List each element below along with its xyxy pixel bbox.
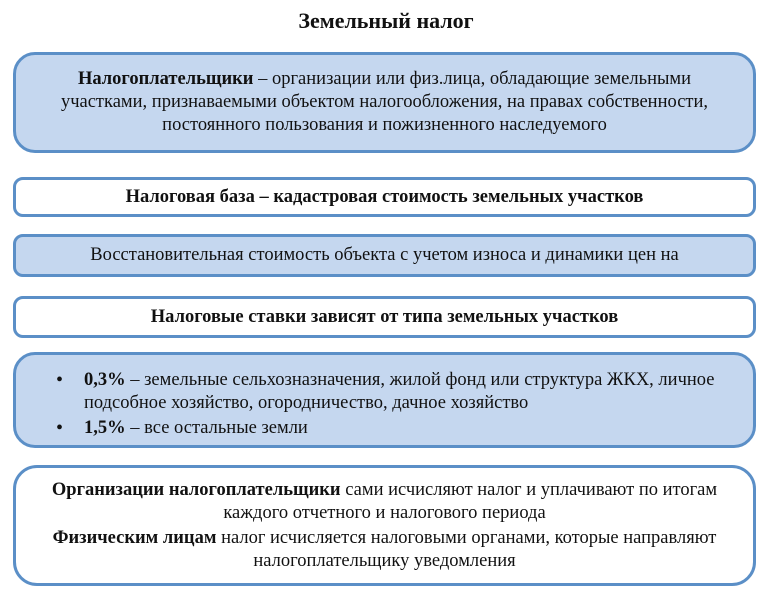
page-title: Земельный налог — [298, 8, 474, 33]
organizations-text: сами исчисляют налог и уплачивают по итогам каждого отчетного и налогового периода — [223, 479, 718, 523]
rates-header-text: Налоговые ставки зависят от типа земельных участков — [150, 306, 619, 327]
payment-box — [13, 465, 756, 586]
rate-description: – все остальные земли — [125, 418, 308, 438]
individuals-term: Физическим лицам — [52, 527, 217, 548]
individuals-text: налог исчисляется налоговыми органами, которые направляют налогоплательщику уведомления — [216, 527, 717, 571]
restoration-text: Восстановительная стоимость объекта с учетом износа и динамики цен на — [90, 245, 679, 265]
rate-item — [84, 369, 733, 415]
rate-value: 1,5% — [84, 418, 126, 438]
taxpayers-box — [13, 52, 756, 153]
organizations-paragraph — [46, 479, 723, 525]
rates-list — [56, 369, 733, 440]
rates-box — [13, 352, 756, 448]
rate-value: 0,3% — [84, 370, 126, 390]
rate-item — [84, 417, 733, 440]
taxpayers-term: Налогоплательщики — [77, 69, 254, 89]
taxpayers-definition: – организации или физ.лица, обладающие земельными участками, признаваемыми объектом налогообложения, на правах собственности, постоянного пользования и пожизненного наследуемого — [60, 69, 709, 135]
individuals-paragraph — [46, 527, 723, 573]
taxpayers-text — [40, 68, 729, 137]
payment-text — [46, 479, 723, 573]
rates-header-box — [13, 296, 756, 338]
restoration-box — [13, 234, 756, 277]
tax-base-text: Налоговая база – кадастровая стоимость земельных участков — [125, 186, 644, 207]
rate-description: – земельные сельхозназначения, жилой фонд или структура ЖКХ, личное подсобное хозяйство, огородничество, дачное хозяйство — [84, 370, 715, 413]
organizations-term: Организации налогоплательщики — [51, 479, 341, 500]
tax-base-box — [13, 177, 756, 217]
